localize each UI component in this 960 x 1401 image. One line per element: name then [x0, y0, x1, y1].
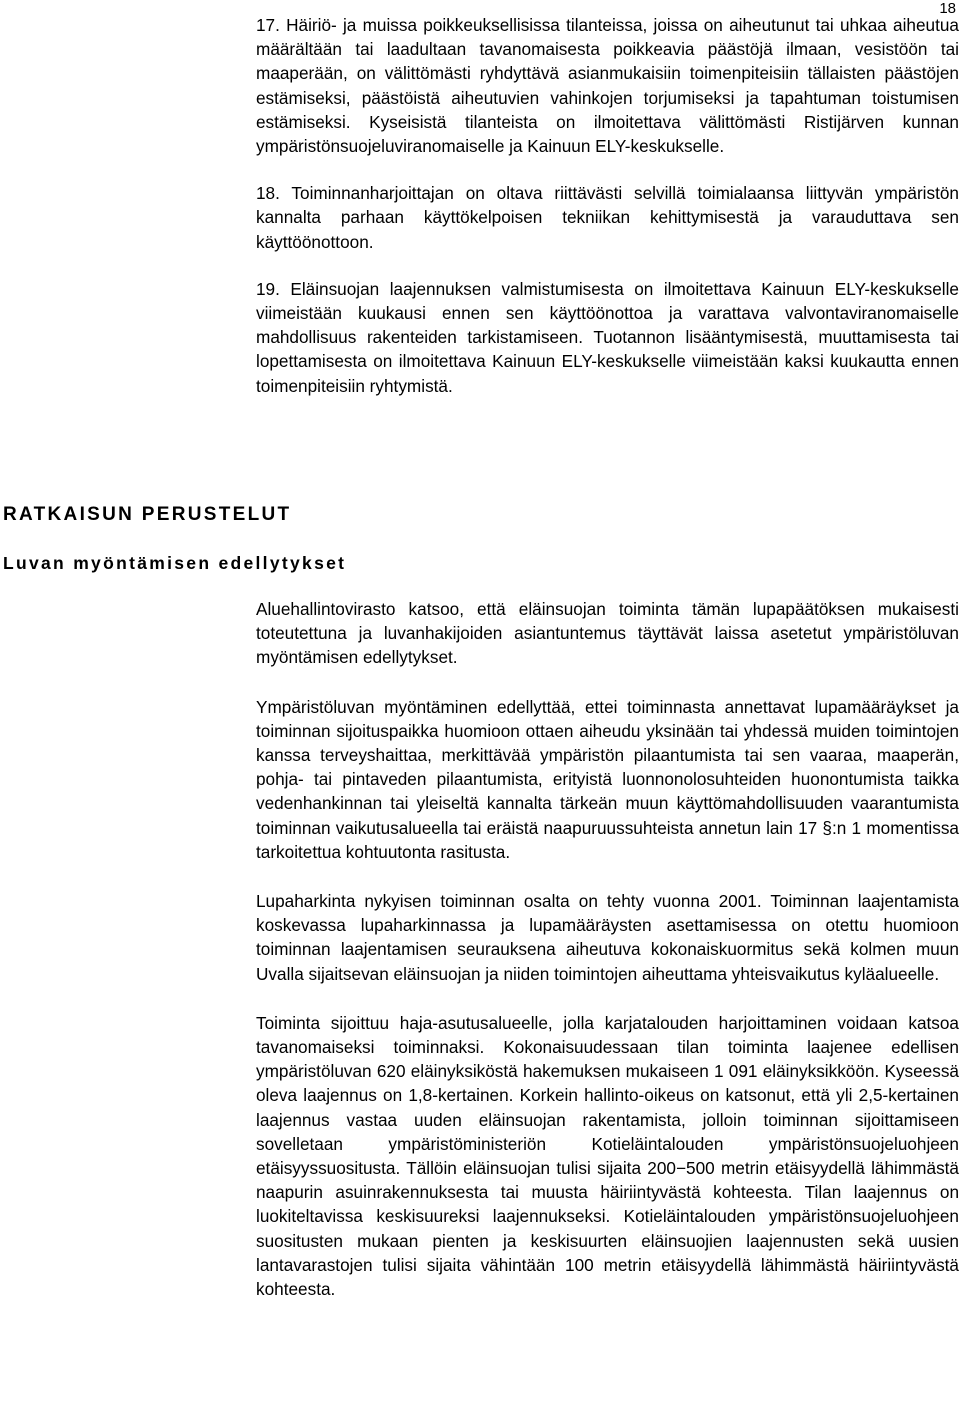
condition-paragraph-18: 18. Toiminnanharjoittajan on oltava riittävästi selvillä toimialaansa liittyvän ympäristön kannalta parhaan käyttökelpoisen tekniikan kehittymisestä ja varauduttava sen käyttöönottoon.	[256, 183, 959, 252]
condition-paragraph-19: 19. Eläinsuojan laajennuksen valmistumisesta on ilmoitettava Kainuun ELY-keskukselle viimeistään kuukausi ennen sen käyttöönottoa ja varattava valvontaviranomaiselle mahdollisuus rakenteiden tarkistamiseen. Tuotannon lisääntymisestä, muuttamisesta tai lopettamisesta on ilmoitettava Kainuun ELY-keskukselle viimeistään kaksi kuukautta ennen toimenpiteisiin ryhtymistä.	[256, 278, 959, 396]
section-heading: RATKAISUN PERUSTELUT	[3, 504, 292, 525]
justification-paragraph: Lupaharkinta nykyisen toiminnan osalta on tehty vuonna 2001. Toiminnan laajentamista koskevassa lupaharkinnassa ja lupamääräysten asettamisessa on otettu huomioon toiminnan laajentamisen seurauksena aiheutuva kokonaiskuormitus sekä kolmen muun Uvalla sijaitsevan eläinsuojan ja niiden toimintojen aiheuttama yhteisvaikutus kyläalueelle.	[256, 891, 959, 984]
page-number: 18	[939, 0, 956, 17]
justification-block	[256, 597, 959, 1326]
justification-paragraph: Aluehallintovirasto katsoo, että eläinsuojan toiminta tämän lupapäätöksen mukaisesti toteutettuna ja luvanhakijoiden asiantuntemus täyttävät laissa asetetut ympäristöluvan myöntämisen edellytykset.	[256, 599, 959, 668]
justification-paragraph: Toiminta sijoittuu haja-asutusalueelle, jolla karjatalouden harjoittaminen voidaan katsoa tavanomaiseksi toiminnaksi. Kokonaisuudessaan tilan toiminta laajenee edellisen ympäristöluvan 620 eläinyksiköstä hakemuksen mukaiseen 1 091 eläinyksikköön. Kyseessä oleva laajennus on 1,8-kertainen. Korkein hallinto-oikeus on katsonut, että yli 2,5-kertainen laajennus vastaa uuden eläinsuojan rakentamista, jolloin toiminnan sijoittamiseen sovelletaan ympäristöministeriön Kotieläintalouden ympäristönsuojeluohjeen etäisyyssuositusta. Tällöin eläinsuojan tulisi sijaita 200−500 metrin etäisyydellä lähimmästä naapurin asuinrakennuksesta tai muusta häiriintyvästä kohteesta. Tilan laajennus on luokiteltavissa keskisuureksi laajennukseksi. Kotieläintalouden ympäristönsuojeluohjeen suositusten mukaan pienten ja keskisuurten eläinsuojien laajennusten sekä uusien lantavarastojen tulisi sijaita vähintään 100 metrin etäisyydellä lähimmästä häiriintyvästä kohteesta.	[256, 1012, 959, 1300]
condition-paragraph-17: 17. Häiriö- ja muissa poikkeuksellisissa tilanteissa, joissa on aiheutunut tai uhkaa aiheutua määrältään tai laadultaan tavanomaisesta poikkeavia päästöjä ilmaan, vesistöön tai maaperään, on välittömästi ryhdyttävä asianmukaisiin toimenpiteisiin tällaisten päästöjen estämiseksi, päästöistä aiheutuvien vahinkojen torjumiseksi ja tapahtuman toistumisen estämiseksi. Kyseisistä tilanteista on ilmoitettava välittömästi Ristijärven kunnan ympäristönsuojeluviranomaiselle ja Kainuun ELY-keskukselle.	[256, 15, 959, 157]
permit-conditions-block	[256, 13, 959, 421]
subsection-heading: Luvan myöntämisen edellytykset	[3, 553, 347, 573]
justification-paragraph: Ympäristöluvan myöntäminen edellyttää, ettei toiminnasta annettavat lupamääräykset ja toiminnan sijoituspaikka huomioon ottaen aiheudu yksinään tai yhdessä muiden toimintojen kanssa terveyshaittaa, merkittävää ympäristön pilaantumista tai sen vaaraa, maaperän, pohja- tai pintaveden pilaantumista, erityistä luonnonolosuhteiden huonontumista taikka vedenhankinnan tai yleiseltä kannalta tärkeän muun käyttömahdollisuuden vaarantumista toiminnan vaikutusalueella tai eräistä naapuruussuhteista annetun lain 17 §:n 1 momentissa tarkoitettua kohtuutonta rasitusta.	[256, 696, 959, 862]
